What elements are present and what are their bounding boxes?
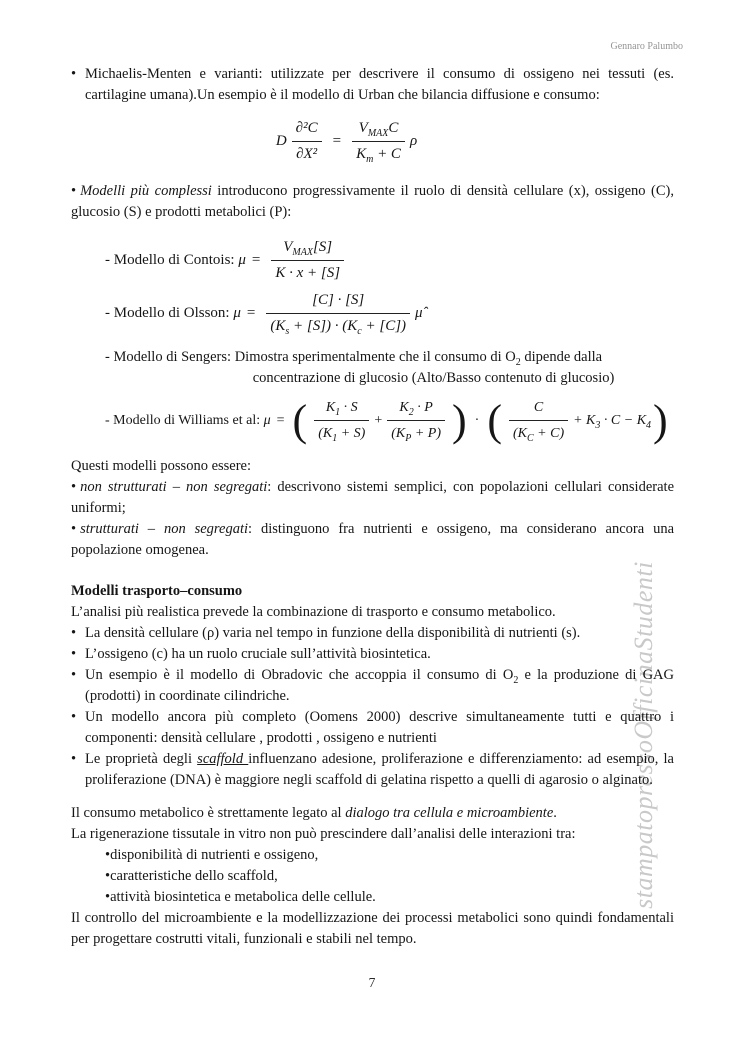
bullet-icon: • (71, 479, 77, 495)
bullet-michaelis-text: Michaelis-Menten e varianti: utilizzate per descrivere il consumo di ossigeno nei tessuti (es. cartilagine umana).Un esempio è il modello di Urban che bilancia diffusione e consumo: (85, 66, 674, 103)
fraction (387, 397, 445, 444)
text-italic: dialogo tra cellula e microambiente (345, 805, 554, 821)
model-label: - Modello di Contois: (105, 252, 239, 268)
subscript: 2 (515, 356, 521, 368)
model-sengers-text (235, 347, 615, 389)
bullet-icon: • (71, 183, 77, 199)
bullet-icon: • (105, 847, 111, 863)
math-token: ∂²C (295, 120, 318, 136)
math-subscript: C (526, 432, 534, 444)
math-token (509, 420, 568, 444)
scaffold-term: scaffold (197, 751, 249, 767)
math-token (314, 397, 369, 420)
big-paren-close: ) (653, 395, 668, 445)
bullet-icon: • (71, 646, 77, 662)
subscript: 2 (513, 674, 519, 686)
math-token: K (356, 146, 367, 162)
text: Il consumo metabolico è strettamente legato al (71, 805, 346, 821)
math-token (387, 397, 445, 420)
bullet-michaelis (71, 64, 674, 106)
section-trasporto-consumo (71, 581, 674, 791)
questi-item (71, 477, 674, 519)
bullet-icon: • (71, 709, 77, 725)
bullet-text: La densità cellulare (ρ) varia nel tempo in funzione della disponibilità di nutrienti (s). (85, 625, 581, 641)
trasporto-bullet (71, 749, 674, 791)
sub-bullet-text: disponibilità di nutrienti e ossigeno, (110, 847, 319, 863)
page-number: 7 (368, 975, 376, 990)
text: . (553, 805, 557, 821)
text: influenzano adesione, proliferazione e differenziamento: ad esempio, la proliferazione (DNA) è maggiore negli scaffold di gelatina rispetto a quelli di agarosio o alginato. (85, 751, 674, 788)
bullet-lead-italic: Modelli più complessi (80, 183, 212, 199)
formula-olsson (105, 290, 674, 337)
fraction (266, 290, 410, 337)
bullet-text (85, 665, 674, 707)
math-token: = (276, 413, 285, 428)
math-token: (K (512, 426, 527, 441)
fraction (352, 118, 405, 165)
item-text: : descrivono sistemi semplici, con popolazioni cellulari considerate uniformi; (71, 479, 674, 516)
bullet-text (85, 749, 674, 791)
math-token: (K (270, 318, 286, 334)
math-token (352, 141, 405, 165)
text: e la produzione di GAG (prodotti) in coordinate cilindriche. (85, 667, 674, 704)
bullet-icon: • (71, 667, 77, 683)
math-token (314, 420, 369, 444)
math-token (573, 410, 651, 431)
sub-bullet-text: attività biosintetica e metabolica delle cellule. (110, 889, 376, 905)
questi-intro: Questi modelli possono essere: (71, 458, 252, 474)
final-paragraph-2: La rigenerazione tissutale in vitro non può prescindere dall’analisi delle interazioni tra: (71, 826, 576, 842)
bullet-icon: • (71, 521, 77, 537)
math-token: C (533, 400, 544, 415)
formula-contois (105, 237, 674, 284)
text: Un esempio è il modello di Obradovic che accoppia il consumo di O (85, 667, 514, 683)
page-content (71, 64, 674, 950)
math-token: D (275, 133, 287, 149)
math-token: K (399, 400, 409, 415)
math-token: K (325, 400, 336, 415)
math-token: + [S]) · (K (289, 318, 358, 334)
bullet-text: Un modello ancora più completo (Oomens 2000) descrive simultaneamente tutti e quattro i componenti: densità cellulare , prodotti , ossigeno e nutrienti (85, 709, 674, 746)
math-subscript: m (366, 154, 374, 165)
math-token: + S) (337, 426, 366, 441)
formula-urban (71, 118, 674, 165)
math-subscript: 4 (646, 419, 652, 431)
formula-williams (105, 397, 674, 444)
math-token: ∂X² (292, 141, 322, 165)
math-token: (K (318, 426, 333, 441)
model-sengers (105, 347, 674, 389)
section-heading: Modelli trasporto–consumo (71, 583, 243, 599)
section-intro: L’analisi più realistica prevede la combinazione di trasporto e consumo metabolico. (71, 604, 556, 620)
math-token: · C − K (600, 413, 647, 428)
bullet-icon: • (71, 66, 77, 82)
final-sub-bullet (71, 866, 674, 887)
math-subscript: P (405, 432, 412, 444)
big-paren-open: ( (487, 395, 502, 445)
fraction (314, 397, 369, 444)
bullet-icon: • (71, 625, 77, 641)
final-paragraph-1 (71, 803, 674, 824)
math-token: · P (413, 400, 433, 415)
header-author: Gennaro Palumbo (610, 41, 683, 52)
final-paragraph-3: Il controllo del microambiente e la modellizzazione dei processi metabolici sono quindi fondamentali per progettare costrutti vitali, funzionali e stabili nel tempo. (71, 910, 674, 947)
bullet-icon: • (71, 751, 77, 767)
math-token (387, 420, 445, 444)
math-token (266, 313, 410, 337)
math-token: = (251, 252, 261, 268)
math-subscript: s (285, 326, 290, 337)
math-token: [C] · [S] (312, 292, 365, 308)
bullet-text: L’ossigeno (c) ha un ruolo cruciale sull’attività biosintetica. (85, 646, 431, 662)
math-token (352, 118, 405, 141)
model-label: - Modello di Sengers: (105, 349, 235, 365)
item-lead-italic: non strutturati – non segregati (80, 479, 268, 495)
sub-bullet-text: caratteristiche dello scaffold, (110, 868, 278, 884)
math-token: + (374, 413, 383, 428)
trasporto-bullet (71, 707, 674, 749)
bullet-icon: • (105, 868, 111, 884)
math-token: μ (263, 413, 271, 428)
math-subscript: 3 (595, 419, 601, 431)
math-subscript: 1 (335, 406, 341, 418)
item-lead-italic: strutturati – non segregati (80, 521, 249, 537)
section-questi-modelli (71, 456, 674, 561)
model-label: - Modello di Williams et al: (105, 413, 264, 428)
fraction (271, 237, 344, 284)
math-token: V (283, 239, 293, 255)
math-token: = (332, 133, 342, 149)
math-subscript: MAX (367, 128, 389, 139)
math-token (271, 237, 344, 260)
section-conclusione (71, 803, 674, 950)
math-token: · S (340, 400, 358, 415)
math-subscript: c (357, 326, 362, 337)
math-token: V (358, 120, 368, 136)
math-token: · (474, 413, 480, 428)
math-token: ρ (409, 133, 418, 149)
math-token: [S] (312, 239, 333, 255)
sengers-line1 (235, 347, 615, 368)
bullet-text: introducono progressivamente il ruolo di densità cellulare (x), ossigeno (C), glucosio (S) e prodotti metabolici (P): (71, 183, 674, 220)
text: Dimostra sperimentalmente che il consumo di O (234, 349, 516, 365)
math-subscript: MAX (292, 247, 313, 258)
item-text: : distinguono fra nutrienti e ossigeno, ma considerano ancora una popolazione omogenea. (71, 521, 675, 558)
trasporto-bullet (71, 665, 674, 707)
math-token: + [C]) (361, 318, 407, 334)
final-sub-bullet (71, 845, 674, 866)
math-token: μ (238, 252, 246, 268)
math-token: C (388, 120, 399, 136)
sengers-line2: concentrazione di glucosio (Alto/Basso contenuto di glucosio) (252, 370, 615, 386)
math-subscript: 1 (332, 432, 338, 444)
questi-item (71, 519, 674, 561)
big-paren-close: ) (452, 395, 467, 445)
math-token: μ (233, 305, 241, 321)
bullet-modelli-complessi (71, 181, 674, 223)
math-token: + C (373, 146, 401, 162)
text: Le proprietà degli (85, 751, 198, 767)
fraction (509, 397, 568, 444)
fraction (292, 118, 322, 165)
math-token: = (246, 305, 256, 321)
math-token: + C) (533, 426, 565, 441)
final-sub-bullet (71, 887, 674, 908)
bullet-icon: • (105, 889, 111, 905)
math-token: + P) (411, 426, 441, 441)
model-label: - Modello di Olsson: (105, 305, 234, 321)
watermark: stampatopressoOfficinaStudenti (629, 561, 658, 909)
math-token: (K (391, 426, 406, 441)
math-token: + K (573, 413, 596, 428)
math-token: μ̂ (415, 305, 423, 321)
trasporto-bullet (71, 644, 674, 665)
trasporto-bullet (71, 623, 674, 644)
math-token: K · x + [S] (271, 260, 344, 284)
big-paren-open: ( (292, 395, 308, 445)
text: dipende dalla (520, 349, 603, 365)
math-subscript: 2 (408, 406, 414, 418)
